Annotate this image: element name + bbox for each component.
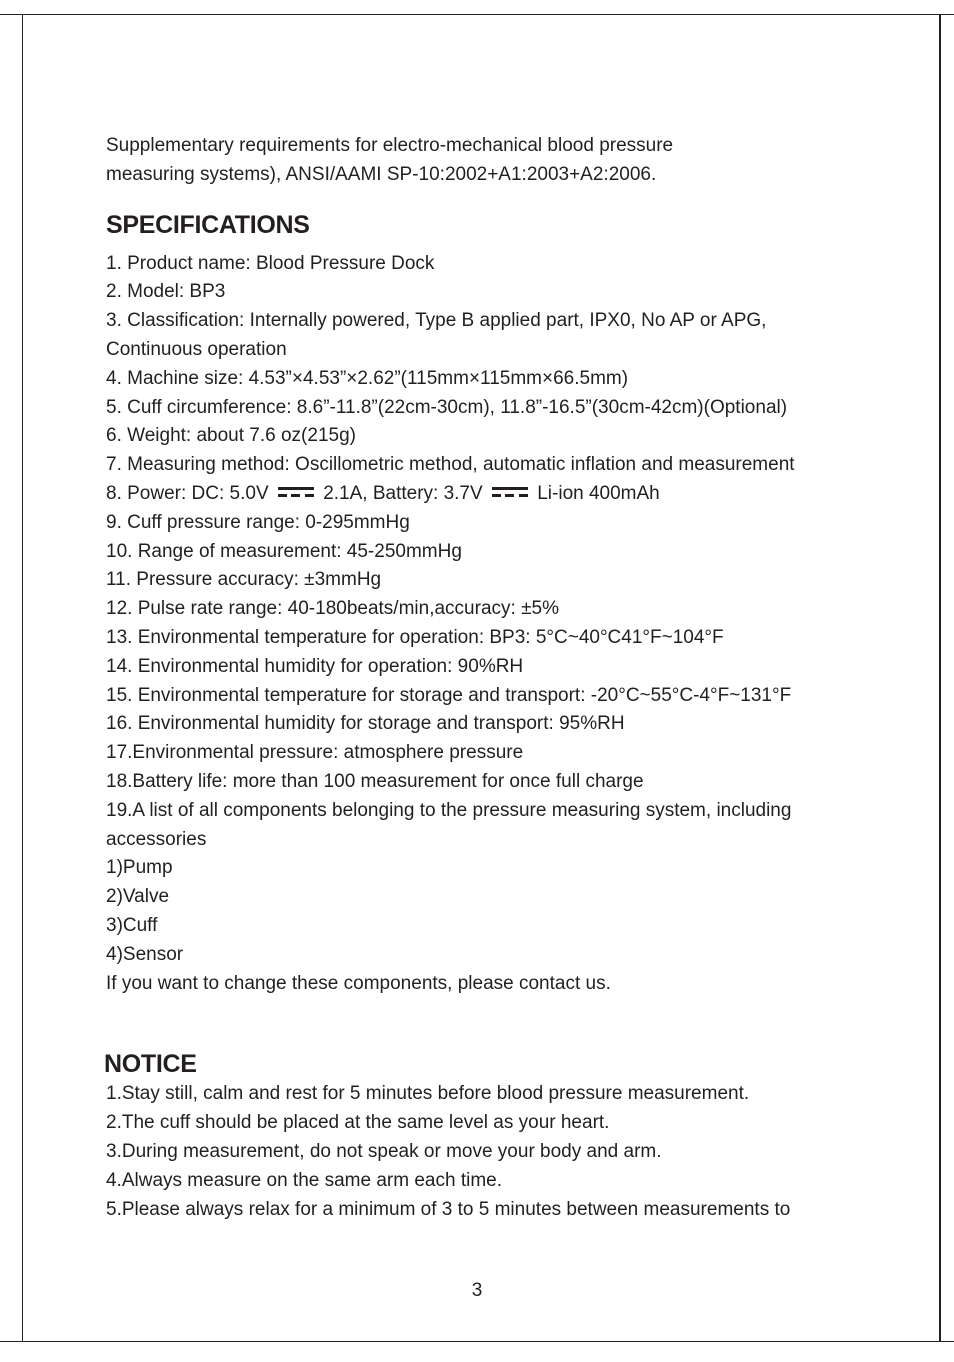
power-suffix: Li-ion 400mAh — [537, 482, 660, 504]
power-prefix: 8. Power: DC: 5.0V — [106, 482, 269, 504]
notice-item: 5.Please always relax for a minimum of 3 to 5 minutes between measurements to — [106, 1198, 791, 1220]
dc-symbol-icon — [278, 487, 314, 497]
notice-item: 2.The cuff should be placed at the same level as your heart. — [106, 1112, 610, 1134]
component-item: 3)Cuff — [106, 914, 158, 936]
specifications-list — [106, 250, 886, 999]
spec-item: 19.A list of all components belonging to the pressure measuring system, including — [106, 799, 792, 821]
notice-list — [106, 1080, 886, 1224]
page-border-right — [939, 14, 941, 1342]
page-number: 3 — [471, 1280, 483, 1301]
notice-item: 1.Stay still, calm and rest for 5 minutes before blood pressure measurement. — [106, 1083, 750, 1105]
spec-item: 11. Pressure accuracy: ±3mmHg — [106, 569, 382, 591]
intro-line: measuring systems), ANSI/AAMI SP-10:2002+A1:2003+A2:2006. — [106, 163, 657, 185]
spec-item: 15. Environmental temperature for storage and transport: -20°C~55°C-4°F~131°F — [106, 684, 792, 706]
spec-item: 14. Environmental humidity for operation: 90%RH — [106, 655, 524, 677]
power-middle: 2.1A, Battery: 3.7V — [323, 482, 483, 504]
component-item: 1)Pump — [106, 857, 173, 879]
spec-item: 18.Battery life: more than 100 measurement for once full charge — [106, 770, 644, 792]
component-item: 2)Valve — [106, 886, 170, 908]
spec-item: 7. Measuring method: Oscillometric method, automatic inflation and measurement — [106, 454, 795, 476]
page-content — [106, 132, 886, 1224]
intro-line: Supplementary requirements for electro-mechanical blood pressure — [106, 135, 674, 156]
contact-note: If you want to change these components, please contact us. — [106, 972, 611, 994]
notice-heading: NOTICE — [104, 1050, 197, 1079]
spec-item: 16. Environmental humidity for storage and transport: 95%RH — [106, 713, 625, 735]
intro-paragraph — [106, 132, 886, 190]
spec-item: accessories — [106, 828, 207, 850]
spec-item: 4. Machine size: 4.53”×4.53”×2.62”(115mm×115mm×66.5mm) — [106, 367, 629, 389]
spec-item: 10. Range of measurement: 45-250mmHg — [106, 540, 462, 562]
notice-item: 3.During measurement, do not speak or move your body and arm. — [106, 1140, 662, 1162]
spec-item: 12. Pulse rate range: 40-180beats/min,accuracy: ±5% — [106, 598, 559, 620]
specifications-heading: SPECIFICATIONS — [106, 210, 310, 239]
spec-item: 13. Environmental temperature for operation: BP3: 5°C~40°C41°F~104°F — [106, 626, 724, 648]
notice-item: 4.Always measure on the same arm each time. — [106, 1169, 503, 1191]
page-border-top — [0, 14, 954, 15]
spec-item: 5. Cuff circumference: 8.6”-11.8”(22cm-30cm), 11.8”-16.5”(30cm-42cm)(Optional) — [106, 396, 788, 418]
component-item: 4)Sensor — [106, 943, 184, 965]
spec-item: 3. Classification: Internally powered, Type B applied part, IPX0, No AP or APG, — [106, 310, 767, 332]
dc-symbol-icon — [492, 487, 528, 497]
page-border-left — [22, 14, 23, 1342]
spec-item: 2. Model: BP3 — [106, 281, 226, 303]
spec-item: 6. Weight: about 7.6 oz(215g) — [106, 425, 356, 447]
spec-item: Continuous operation — [106, 338, 287, 360]
spec-item: 1. Product name: Blood Pressure Dock — [106, 252, 435, 274]
spec-item: 9. Cuff pressure range: 0-295mmHg — [106, 511, 410, 533]
spec-item: 17.Environmental pressure: atmosphere pressure — [106, 742, 524, 764]
spec-item-power — [106, 480, 886, 509]
page-border-bottom — [0, 1341, 954, 1342]
